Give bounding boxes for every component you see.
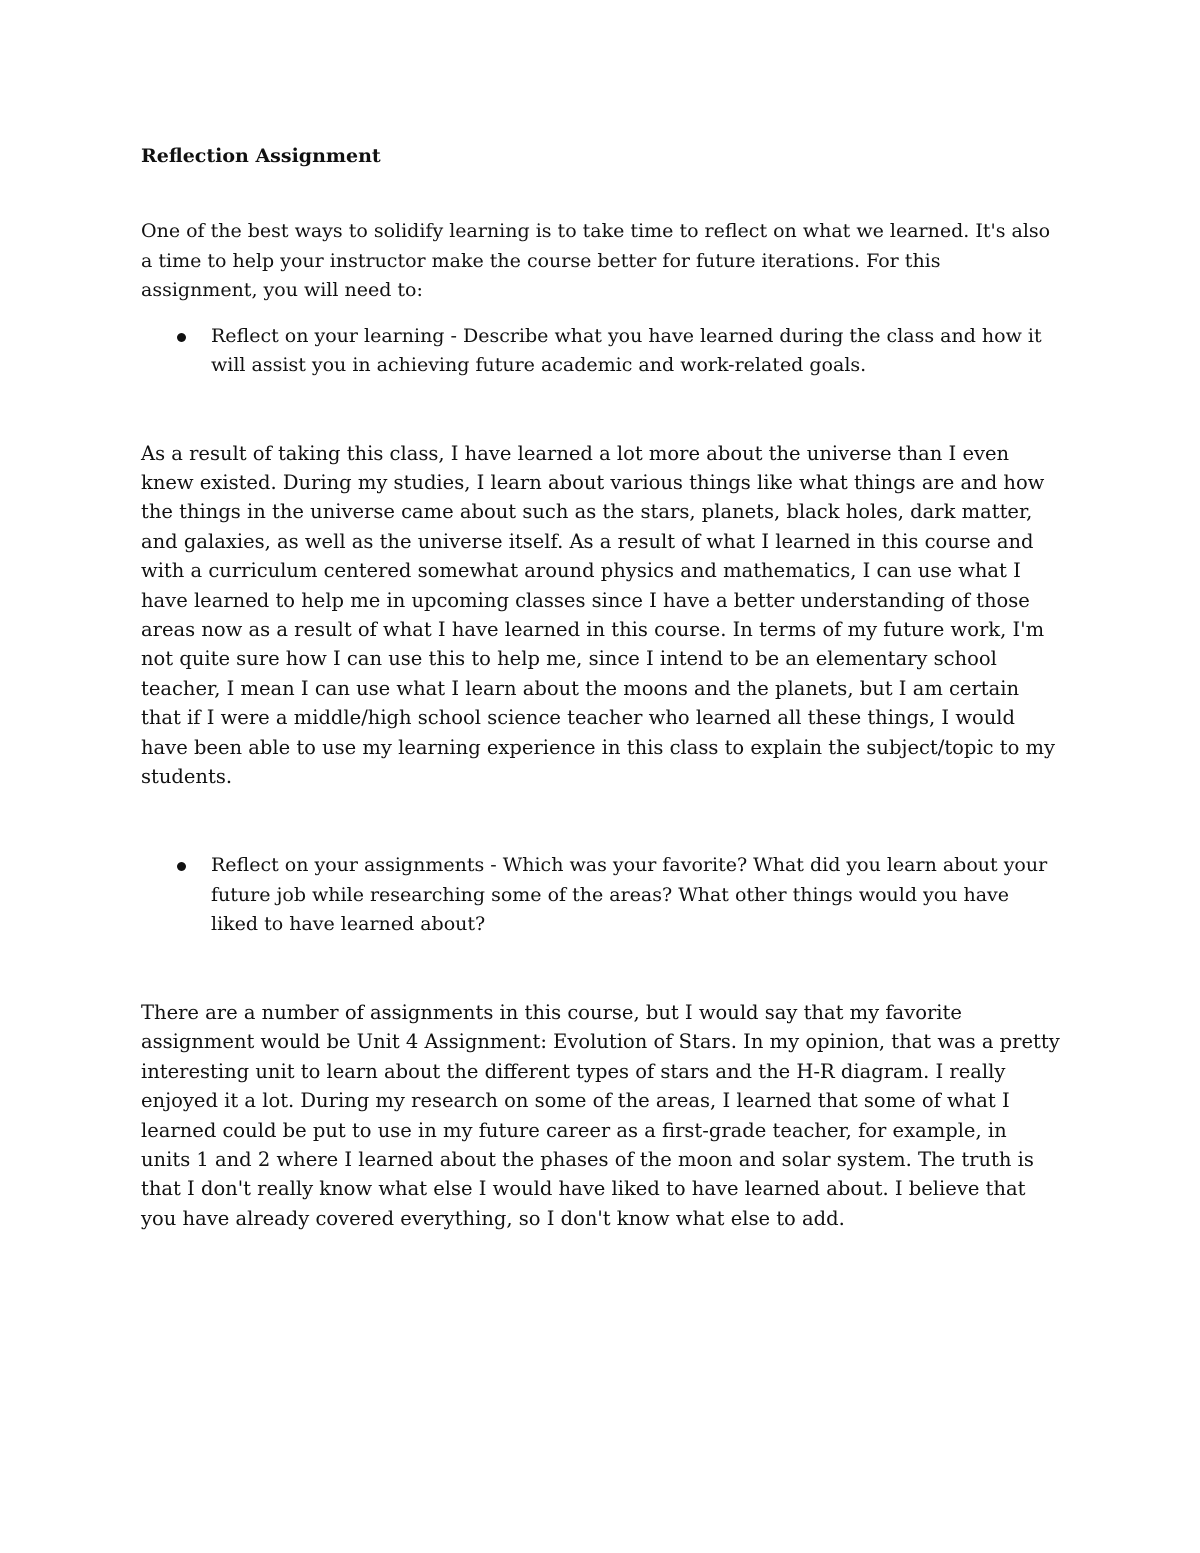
bullet-list-1: [141, 322, 1061, 381]
answer-paragraph-1: As a result of taking this class, I have learned a lot more about the universe than I even knew existed. During my studies, I learn about various things like what things are and how the things in the universe came about such as the stars, planets, black holes, dark matter, and galaxies, as well as the universe itself. As a result of what I learned in this course and with a curriculum centered somewhat around physics and mathematics, I can use what I have learned to help me in upcoming classes since I have a better understanding of those areas now as a result of what I have learned in this course. In terms of my future work, I'm not quite sure how I can use this to help me, since I intend to be an elementary school teacher, I mean I can use what I learn about the moons and the planets, but I am certain that if I were a middle/high school science teacher who learned all these things, I would have been able to use my learning experience in this class to explain the subject/topic to my students.: [141, 441, 1056, 788]
bullet-icon: [177, 333, 186, 342]
bullet-text: Reflect on your learning - Describe what you have learned during the class and how it will assist you in achieving future academic and work-related goals.: [211, 324, 1042, 376]
document-title: Reflection Assignment: [141, 145, 381, 167]
spacer: [141, 381, 1061, 439]
bullet-item-reflect-assignments: [141, 851, 1061, 940]
spacer: [141, 791, 1061, 851]
answer-paragraph-2: There are a number of assignments in this course, but I would say that my favorite assignment would be Unit 4 Assignment: Evolution of Stars. In my opinion, that was a pretty interesting unit to learn about the different types of stars and the H-R diagram. I really enjoyed it a lot. During my research on some of the areas, I learned that some of what I learned could be put to use in my future career as a first-grade teacher, for example, in units 1 and 2 where I learned about the phases of the moon and solar system. The truth is that I don't really know what else I would have liked to have learned about. I believe that you have already covered everything, so I don't know what else to add.: [141, 1000, 1060, 1230]
bullet-item-reflect-learning: [141, 322, 1061, 381]
bullet-list-2: [141, 851, 1061, 940]
intro-paragraph: One of the best ways to solidify learning is to take time to reflect on what we learned. It's also a time to help your instructor make the course better for future iterations. For this assignment, you will need to:: [141, 220, 1051, 301]
bullet-icon: [177, 862, 186, 871]
spacer: [141, 940, 1061, 998]
bullet-text: Reflect on your assignments - Which was your favorite? What did you learn about your future job while researching some of the areas? What other things would you have liked to have learned about?: [211, 854, 1048, 936]
document-body: [141, 142, 1061, 1233]
